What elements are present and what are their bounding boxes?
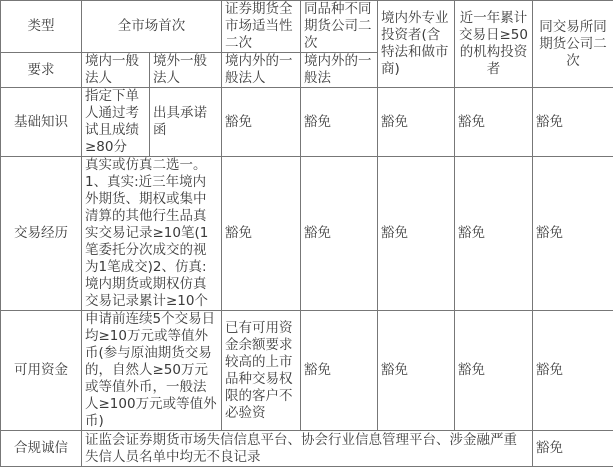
exempt-cell: 豁免 (301, 157, 378, 311)
exempt-cell: 豁免 (455, 157, 533, 311)
req-domestic: 境内一般法人 (82, 53, 150, 88)
header-same-exchange: 同交易所同期货公司二次 (533, 1, 613, 88)
basic-knowledge-foreign: 出具承诺函 (150, 88, 222, 157)
trading-experience-first (82, 157, 222, 311)
req-foreign: 境外一般法人 (150, 53, 222, 88)
header-securities-futures-second-text: 证券期货全市场适当性二次 (225, 1, 297, 52)
exempt-cell: 豁免 (301, 311, 378, 431)
exempt-cell: 豁免 (301, 88, 378, 157)
available-funds-sec-fut: 已有可用资金余额要求较高的上市品种交易权限的客户不必验资 (222, 311, 301, 431)
compliance-label: 合规诚信 (1, 431, 82, 467)
exempt-cell: 豁免 (533, 311, 613, 431)
available-funds-first: 申请前连续5个交易日均≥10万元或等值外币(参与原油期货交易的，自然人≥50万元或等值外币，一般法人≥100万元或等值外币) (82, 311, 222, 431)
req-same-product: 境内外的一般法 (301, 53, 378, 88)
header-same-product-text: 同品种不同期货公司二次 (304, 1, 374, 52)
exempt-cell: 豁免 (533, 157, 613, 311)
exempt-cell: 豁免 (378, 311, 455, 431)
header-type: 类型 (1, 1, 82, 53)
exempt-cell: 豁免 (455, 311, 533, 431)
available-funds-label: 可用资金 (1, 311, 82, 431)
exempt-cell: 豁免 (222, 88, 301, 157)
header-same-product (301, 1, 378, 53)
exempt-cell: 豁免 (222, 157, 301, 311)
header-institutional: 近一年累计交易日≥50的机构投资者 (455, 1, 533, 88)
exempt-cell: 豁免 (378, 157, 455, 311)
trading-experience-label: 交易经历 (1, 157, 82, 311)
requirement-label: 要求 (1, 53, 82, 88)
header-securities-futures-second (222, 1, 301, 53)
req-sec-fut: 境内外的一般法人 (222, 53, 301, 88)
exempt-cell: 豁免 (533, 431, 613, 467)
exempt-cell: 豁免 (455, 88, 533, 157)
header-first-all-market: 全市场首次 (82, 1, 222, 53)
basic-knowledge-domestic: 指定下单人通过考试且成绩≥80分 (82, 88, 150, 157)
basic-knowledge-label: 基础知识 (1, 88, 82, 157)
exempt-cell: 豁免 (533, 88, 613, 157)
header-professional-investor: 境内外专业投资者(含特法和做市商) (378, 1, 455, 88)
trading-experience-text: 真实或仿真二选一。1、真实:近三年境内外期货、期权或集中清算的其他行生品真实交易记录≥10笔(1笔委托分次成交的视为1笔成交)2、仿真:境内期货或期权仿真交易记录累计≥10个 (85, 157, 218, 310)
exempt-cell: 豁免 (378, 88, 455, 157)
compliance-text: 证监会证券期货市场失信信息平台、协会行业信息管理平台、涉金融严重失信人员名单中均无不良记录 (82, 431, 533, 467)
